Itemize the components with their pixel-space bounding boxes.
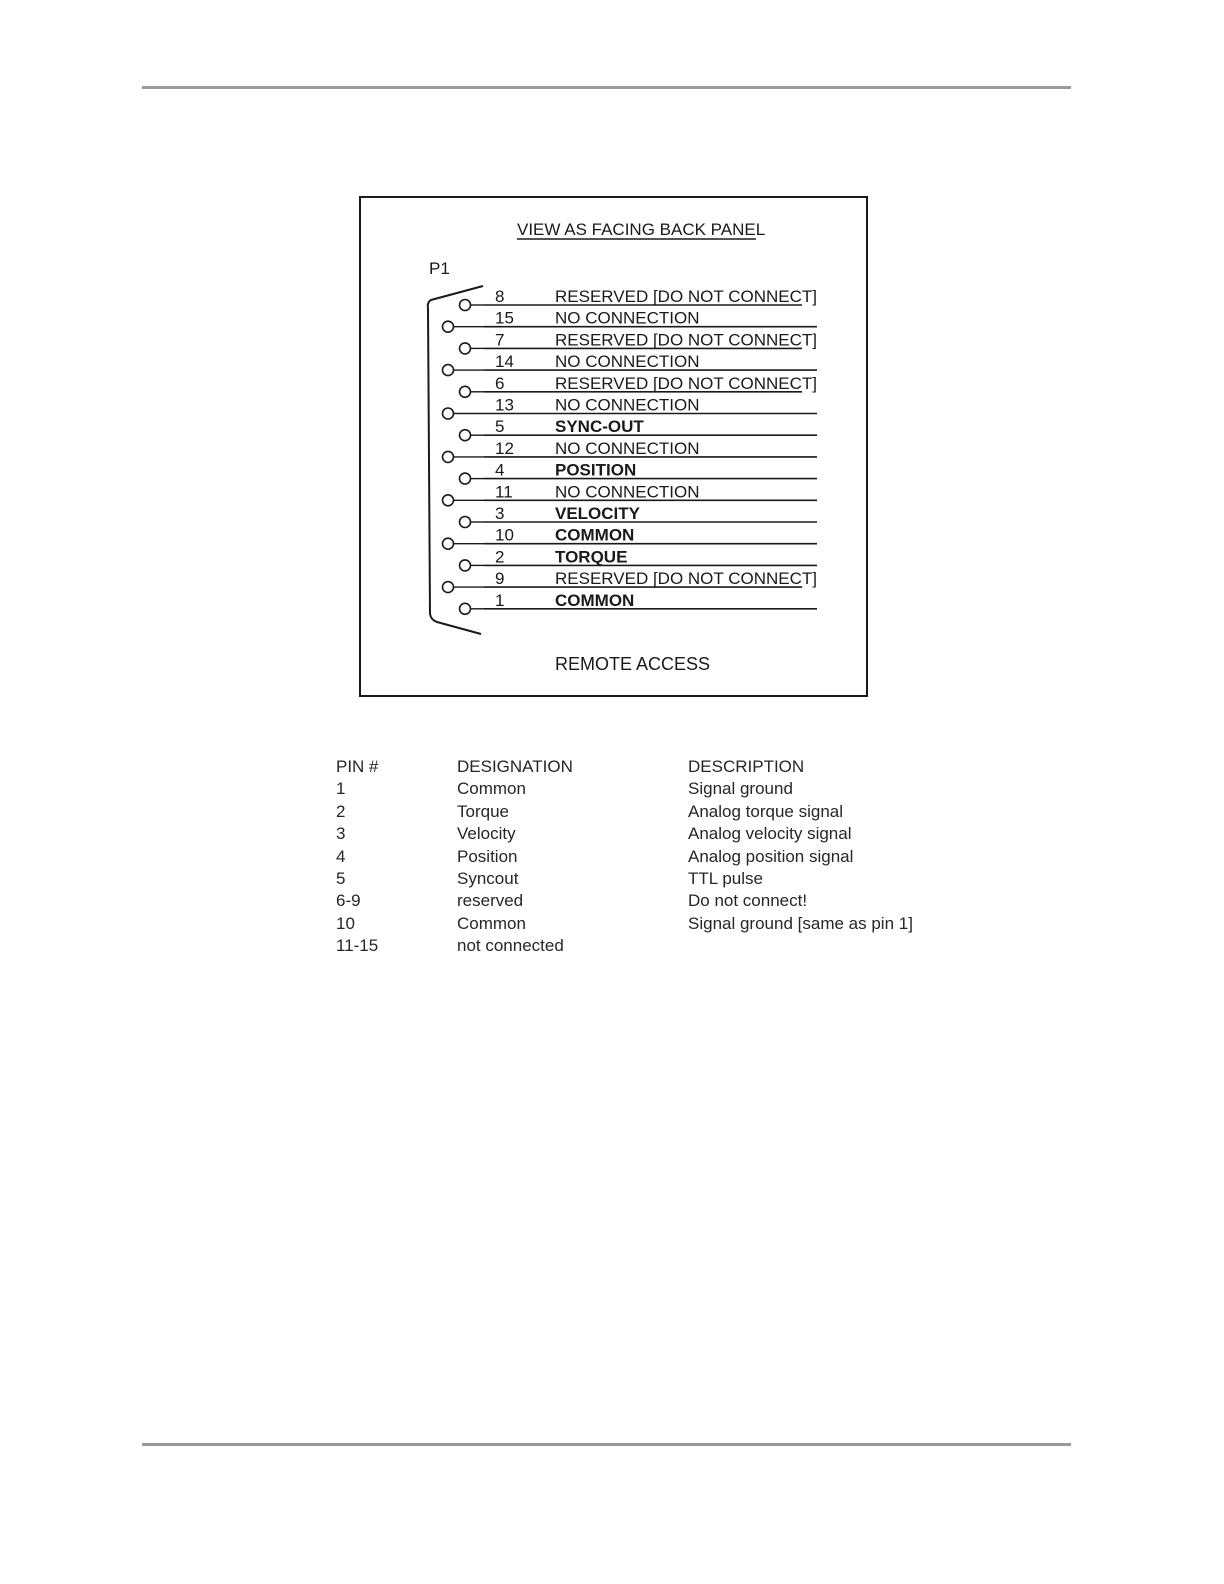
connector-label: P1 xyxy=(429,259,450,278)
pin-number: 3 xyxy=(495,504,505,523)
table-row xyxy=(336,935,948,957)
cell-description: Signal ground [same as pin 1] xyxy=(688,913,913,933)
cell-description: Analog velocity signal xyxy=(688,824,852,844)
pin-label: RESERVED [DO NOT CONNECT] xyxy=(555,373,817,393)
pin-number: 9 xyxy=(495,569,505,589)
cell-designation: Common xyxy=(457,779,526,799)
cell-description xyxy=(688,935,948,957)
pin-number: 4 xyxy=(495,460,505,480)
table-row xyxy=(336,846,948,868)
pin-hole xyxy=(443,582,454,593)
pin-hole xyxy=(460,343,471,354)
pin-number: 12 xyxy=(495,438,514,458)
pin-hole xyxy=(460,517,471,528)
table-row xyxy=(336,890,948,912)
pin-label: SYNC-OUT xyxy=(555,417,644,437)
cell-pin: 10 xyxy=(336,913,355,933)
pin-hole xyxy=(443,321,454,332)
pin-label: COMMON xyxy=(555,525,635,545)
pin-number: 8 xyxy=(495,287,505,306)
pin-hole xyxy=(443,365,454,376)
pin-hole xyxy=(443,451,454,462)
cell-pin: 3 xyxy=(336,824,346,844)
pin-number: 11 xyxy=(495,482,513,502)
pin-label: NO CONNECTION xyxy=(555,352,700,372)
cell-designation: Position xyxy=(457,846,518,866)
pin-hole xyxy=(460,386,471,397)
pin-number: 7 xyxy=(495,330,505,350)
pin-table-header xyxy=(336,756,948,778)
cell-description: Analog position signal xyxy=(688,846,854,866)
pin-number: 10 xyxy=(495,525,514,545)
pin-number: 1 xyxy=(495,590,505,610)
pin-hole xyxy=(460,300,471,311)
pin-hole xyxy=(443,495,454,506)
cell-pin: 11-15 xyxy=(336,936,379,956)
cell-designation: Syncout xyxy=(457,868,519,888)
pin-label: RESERVED [DO NOT CONNECT] xyxy=(555,330,817,350)
pin-label: VELOCITY xyxy=(555,504,641,523)
pin-number: 5 xyxy=(495,417,505,437)
diagram-title: VIEW AS FACING BACK PANEL xyxy=(517,220,766,239)
table-row xyxy=(336,801,948,823)
pin-table xyxy=(336,756,948,958)
header-description: DESCRIPTION xyxy=(688,757,805,776)
pin-number: 13 xyxy=(495,395,514,415)
table-row xyxy=(336,778,948,800)
pin-label: RESERVED [DO NOT CONNECT] xyxy=(555,569,817,589)
pin-number: 15 xyxy=(495,308,514,328)
cell-designation: Torque xyxy=(457,801,509,821)
pin-number: 2 xyxy=(495,547,505,567)
cell-pin: 5 xyxy=(336,868,346,888)
pin-hole xyxy=(443,538,454,549)
pin-label: NO CONNECTION xyxy=(555,308,700,328)
pin-hole xyxy=(460,560,471,571)
footer-rule xyxy=(142,1443,1071,1446)
cell-designation: Velocity xyxy=(457,824,516,844)
pin-number: 6 xyxy=(495,373,505,393)
pin-label: NO CONNECTION xyxy=(555,438,700,458)
cell-pin: 1 xyxy=(336,779,346,799)
header-pin: PIN # xyxy=(336,757,379,776)
pin-label: POSITION xyxy=(555,460,637,480)
cell-designation: reserved xyxy=(457,891,524,911)
cell-description: Signal ground xyxy=(688,779,793,799)
pin-hole xyxy=(460,603,471,614)
diagram-footer: REMOTE ACCESS xyxy=(555,654,711,674)
cell-pin: 4 xyxy=(336,846,346,866)
cell-pin: 6-9 xyxy=(336,891,361,911)
cell-description: Analog torque signal xyxy=(688,801,844,821)
cell-pin: 2 xyxy=(336,801,346,821)
cell-description: TTL pulse xyxy=(688,868,763,888)
pin-label: NO CONNECTION xyxy=(555,395,700,415)
pin-hole xyxy=(460,473,471,484)
cell-designation: Common xyxy=(457,913,526,933)
table-row xyxy=(336,868,948,890)
pin-hole xyxy=(460,430,471,441)
cell-description: Do not connect! xyxy=(688,891,808,911)
pin-label: COMMON xyxy=(555,590,635,610)
table-row xyxy=(336,823,948,845)
pin-label: TORQUE xyxy=(555,547,628,567)
cell-designation: not connected xyxy=(457,936,564,956)
header-designation: DESIGNATION xyxy=(457,757,573,776)
pin-label: NO CONNECTION xyxy=(555,482,700,502)
table-row xyxy=(336,913,948,935)
pin-number: 14 xyxy=(495,352,514,372)
pin-hole xyxy=(443,408,454,419)
pin-label: RESERVED [DO NOT CONNECT] xyxy=(555,287,817,306)
